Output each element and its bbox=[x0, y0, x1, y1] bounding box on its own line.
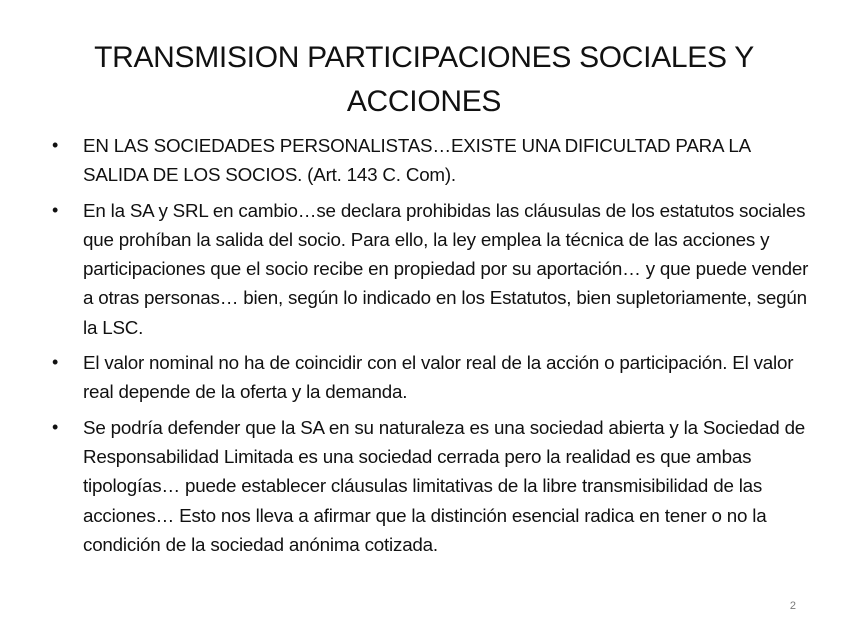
bullet-item-3 bbox=[50, 348, 810, 407]
bullet-text-4: Se podría defender que la SA en su naturaleza es una sociedad abierta y la Sociedad de Responsabilidad Limitada es una sociedad cerrada pero la realidad es que ambas tipologías… puede establecer cláusulas limitativas de la libre transmisibilidad de las acciones… Esto nos lleva a afirmar que la distinción esencial radica en tener o no la condición de la sociedad anónima cotizada. bbox=[83, 416, 806, 555]
bullet-item-1 bbox=[50, 131, 810, 190]
bullet-text-3: El valor nominal no ha de coincidir con el valor real de la acción o participación. El valor real depende de la oferta y la demanda. bbox=[83, 352, 794, 403]
page-number: 2 bbox=[789, 600, 796, 612]
bullet-text-1: EN LAS SOCIEDADES PERSONALISTAS…EXISTE UNA DIFICULTAD PARA LA SALIDA DE LOS SOCIOS. (Art. 143 C. Com). bbox=[83, 135, 750, 186]
bullet-item-2 bbox=[50, 196, 810, 342]
bullet-item-4 bbox=[50, 413, 810, 559]
bullet-icon: • bbox=[52, 352, 59, 373]
bullet-icon: • bbox=[52, 199, 59, 220]
bullet-text-2: En la SA y SRL en cambio…se declara prohibidas las cláusulas de los estatutos sociales que prohíban la salida del socio. Para ello, la ley emplea la técnica de las acciones y participaciones que el socio recibe en propiedad por su aportación… y que puede vender a otras personas… bien, según lo indicado en los Estatutos, bien supletoriamente, según la LSC. bbox=[83, 199, 809, 338]
bullet-list bbox=[50, 131, 810, 565]
bullet-icon: • bbox=[52, 135, 59, 155]
slide-title: TRANSMISION PARTICIPACIONES SOCIALES Y ACCIONES bbox=[94, 41, 754, 118]
bullet-icon: • bbox=[52, 416, 59, 437]
